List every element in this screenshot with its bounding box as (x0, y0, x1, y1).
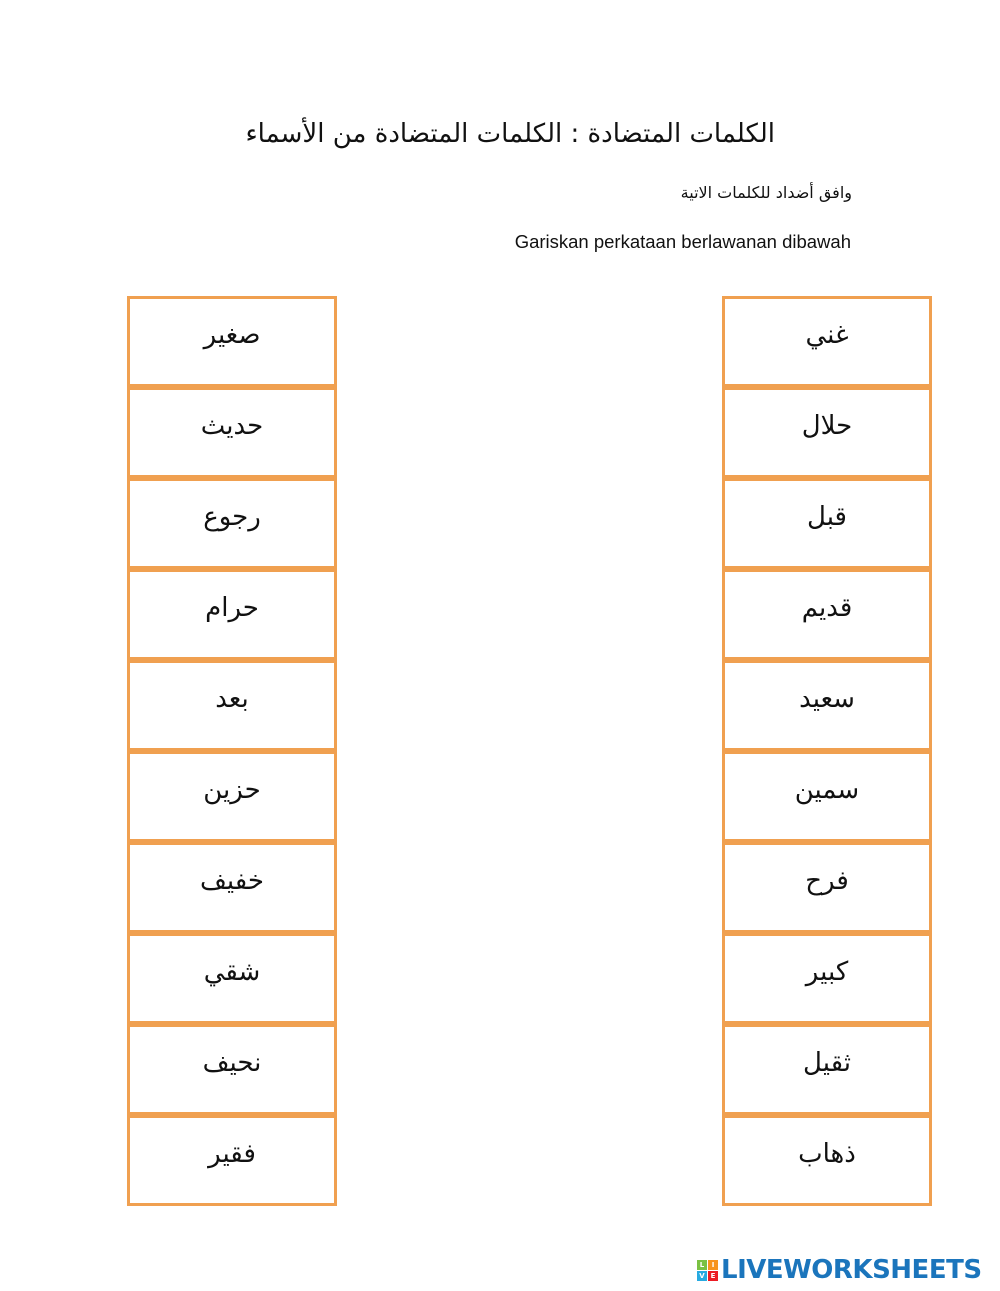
left-word-box[interactable]: حديث (127, 387, 337, 478)
right-word-box[interactable]: قديم (722, 569, 932, 660)
left-word-box[interactable]: خفيف (127, 842, 337, 933)
instruction-malay: Gariskan perkataan berlawanan dibawah (514, 231, 851, 252)
left-word-box[interactable]: بعد (127, 660, 337, 751)
right-word-box[interactable]: فرح (722, 842, 932, 933)
right-word-box[interactable]: حلال (722, 387, 932, 478)
right-word-box[interactable]: ثقيل (722, 1024, 932, 1115)
left-word-box[interactable]: شقي (127, 933, 337, 1024)
left-word-box[interactable]: صغير (127, 296, 337, 387)
right-word-box[interactable]: ذهاب (722, 1115, 932, 1206)
right-word-box[interactable]: سعيد (722, 660, 932, 751)
instruction-arabic: وافق أضداد للكلمات الاتية (680, 183, 852, 202)
right-word-box[interactable]: قبل (722, 478, 932, 569)
left-word-box[interactable]: فقير (127, 1115, 337, 1206)
right-word-box[interactable]: كبير (722, 933, 932, 1024)
liveworksheets-logo (697, 1255, 982, 1285)
logo-text: LIVEWORKSHEETS (721, 1255, 982, 1285)
worksheet-title: الكلمات المتضادة : الكلمات المتضادة من الأسماء (245, 119, 775, 149)
logo-mark-icon: L I V E (697, 1260, 718, 1281)
left-word-box[interactable]: حرام (127, 569, 337, 660)
left-word-box[interactable]: حزين (127, 751, 337, 842)
left-word-box[interactable]: رجوع (127, 478, 337, 569)
right-word-box[interactable]: سمين (722, 751, 932, 842)
left-word-box[interactable]: نحيف (127, 1024, 337, 1115)
right-word-box[interactable]: غني (722, 296, 932, 387)
